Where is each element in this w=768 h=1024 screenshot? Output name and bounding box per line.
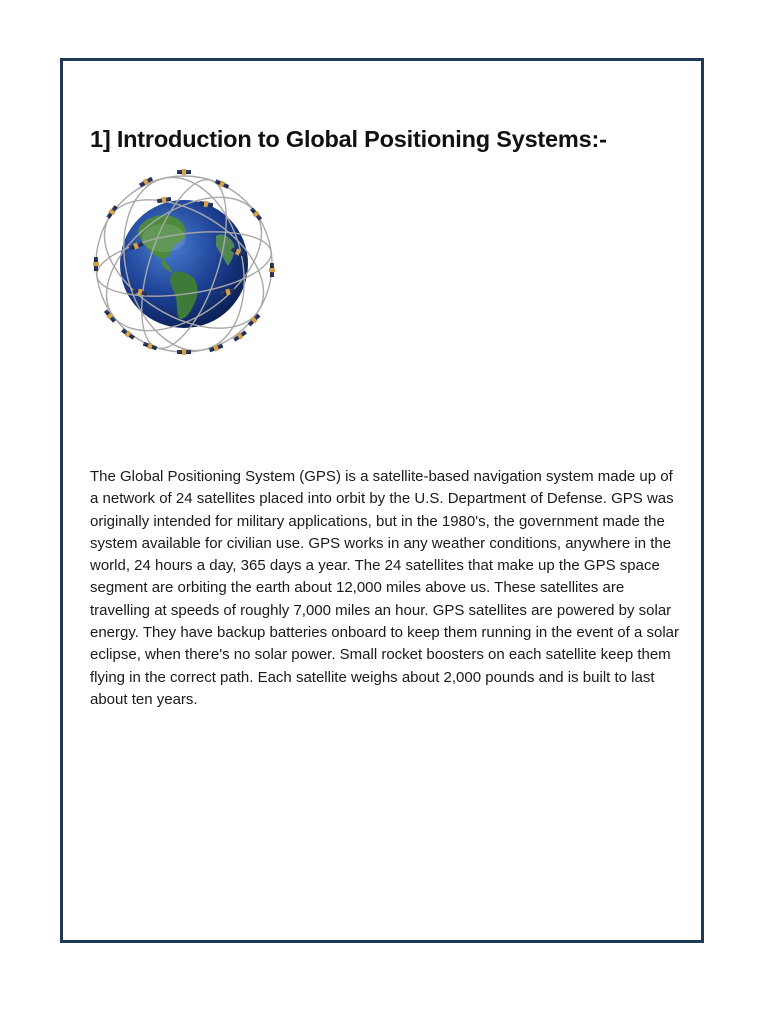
gps-satellite-globe-icon [88,160,280,360]
page-title: 1] Introduction to Global Positioning Systems:- [90,126,607,152]
body-paragraph: The Global Positioning System (GPS) is a satellite-based navigation system made up of a network of 24 satellites placed into orbit by the U.S. Department of Defense. GPS was originally intended for military applications, but in the 1980's, the government made the system available for civilian use. GPS works in any weather conditions, anywhere in the world, 24 hours a day, 365 days a year. The 24 satellites that make up the GPS space segment are orbiting the earth about 12,000 miles above us. These satellites are travelling at speeds of roughly 7,000 miles an hour. GPS satellites are powered by solar energy. They have backup batteries onboard to keep them running in the event of a solar eclipse, when there's no solar power. Small rocket boosters on each satellite keep them flying in the correct path. Each satellite weighs about 2,000 pounds and is built to last about ten years. [90,468,679,708]
